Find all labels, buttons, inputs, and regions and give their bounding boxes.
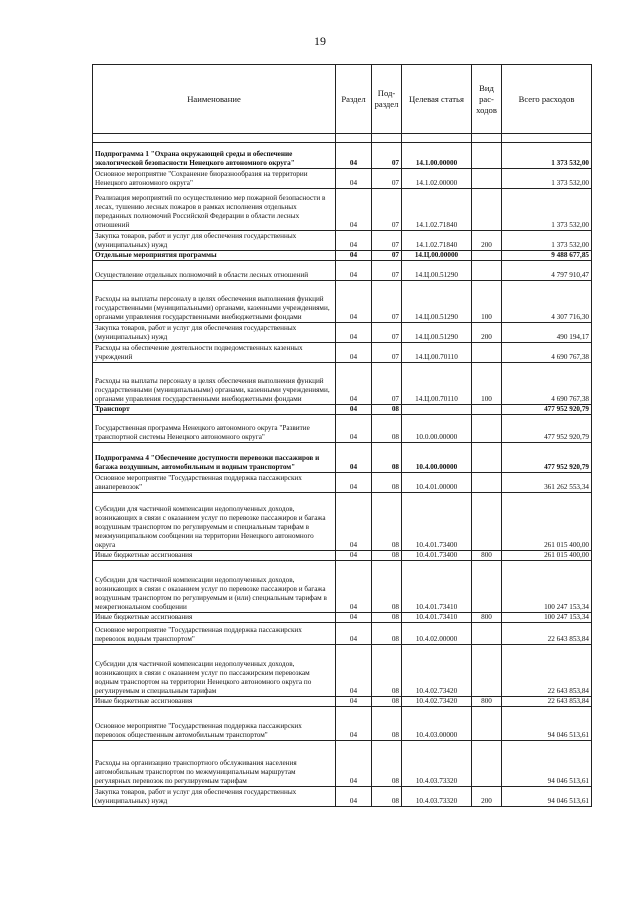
cell-amount: 477 952 920,79: [502, 405, 592, 415]
cell-subsection: 08: [372, 493, 402, 551]
cell-amount: 1 373 532,00: [502, 143, 592, 169]
cell-exp-type: [472, 415, 502, 443]
cell-target: 10.4.02.00000: [402, 623, 472, 645]
cell-section: 04: [336, 261, 372, 281]
cell-target: 10.4.01.73410: [402, 613, 472, 623]
cell-section: 04: [336, 443, 372, 473]
cell-exp-type: [472, 741, 502, 787]
cell-section: 04: [336, 281, 372, 323]
cell-target: 14.Ц.00.00000: [402, 251, 472, 261]
cell-amount: 100 247 153,34: [502, 613, 592, 623]
cell-name: Иные бюджетные ассигнования: [93, 697, 336, 707]
cell-name: Отдельные мероприятия программы: [93, 251, 336, 261]
cell-exp-type: [472, 261, 502, 281]
cell-amount: 261 015 400,00: [502, 551, 592, 561]
cell-target: 14.Ц.00.51290: [402, 261, 472, 281]
cell-name: Основное мероприятие "Государственная поддержка пассажирских перевозок водным транспортом": [93, 623, 336, 645]
cell-target: 10.4.01.73410: [402, 561, 472, 613]
table-row: [93, 741, 592, 787]
cell-target: 14.Ц.00.51290: [402, 281, 472, 323]
header-section: Раздел: [336, 65, 372, 134]
header-total: Всего расходов: [502, 65, 592, 134]
header-subsection: Под-раздел: [372, 65, 402, 134]
cell-subsection: 08: [372, 697, 402, 707]
cell-subsection: 08: [372, 707, 402, 741]
table-row: [93, 281, 592, 323]
cell-subsection: 08: [372, 415, 402, 443]
cell-amount: 261 015 400,00: [502, 493, 592, 551]
cell-exp-type: [472, 623, 502, 645]
cell-name: Субсидии для частичной компенсации недополученных доходов, возникающих в связи с оказанием услуг по перевозке пассажиров и багажа воздушным транспортом по регулируемым и (или) специальным тарифам в межрегиональном сообщении: [93, 561, 336, 613]
cell-name: Основное мероприятие "Государственная поддержка пассажирских авиаперевозок": [93, 473, 336, 493]
table-row: [93, 323, 592, 343]
table-row: [93, 189, 592, 231]
table-row: [93, 787, 592, 807]
cell-amount: 4 690 767,38: [502, 363, 592, 405]
cell-subsection: 08: [372, 443, 402, 473]
cell-subsection: 08: [372, 787, 402, 807]
cell-subsection: 08: [372, 645, 402, 697]
cell-name: Иные бюджетные ассигнования: [93, 613, 336, 623]
cell-amount: 9 488 677,85: [502, 251, 592, 261]
table-row: [93, 443, 592, 473]
cell-section: 04: [336, 623, 372, 645]
cell-amount: 94 046 513,61: [502, 787, 592, 807]
cell-name: Расходы на организацию транспортного обслуживания населения автомобильным транспортом по межмуниципальным маршрутам регулярных перевозок по регулируемым тарифам: [93, 741, 336, 787]
cell-target: 10.4.01.73400: [402, 493, 472, 551]
cell-target: 14.1.02.71840: [402, 189, 472, 231]
cell-exp-type: 200: [472, 323, 502, 343]
table-row: [93, 707, 592, 741]
cell-target: 10.4.01.00000: [402, 473, 472, 493]
cell-exp-type: [472, 561, 502, 613]
cell-amount: 100 247 153,34: [502, 561, 592, 613]
cell-subsection: 08: [372, 613, 402, 623]
cell-target: 14.1.02.00000: [402, 169, 472, 189]
table-row: [93, 251, 592, 261]
cell-amount: 94 046 513,61: [502, 741, 592, 787]
cell-exp-type: [472, 473, 502, 493]
cell-exp-type: 800: [472, 697, 502, 707]
cell-name: Основное мероприятие "Государственная поддержка пассажирских перевозок общественным автомобильным транспортом": [93, 707, 336, 741]
cell-section: 04: [336, 787, 372, 807]
cell-amount: 1 373 532,00: [502, 189, 592, 231]
cell-section: 04: [336, 323, 372, 343]
cell-section: 04: [336, 697, 372, 707]
cell-section: 04: [336, 493, 372, 551]
table-row: [93, 343, 592, 363]
cell-subsection: 07: [372, 363, 402, 405]
table-row: [93, 613, 592, 623]
cell-subsection: 07: [372, 251, 402, 261]
cell-name: Субсидии для частичной компенсации недополученных доходов, возникающих в связи с оказанием услуг по пассажирским перевозкам водным транспортом на территории Ненецкого автономного округа по регулируемым и специальным тарифам: [93, 645, 336, 697]
cell-exp-type: 200: [472, 787, 502, 807]
cell-section: 04: [336, 251, 372, 261]
cell-amount: 4 797 910,47: [502, 261, 592, 281]
cell-section: 04: [336, 561, 372, 613]
table-body: [93, 134, 592, 807]
cell-section: 04: [336, 363, 372, 405]
cell-exp-type: [472, 169, 502, 189]
cell-target: 10.4.03.00000: [402, 707, 472, 741]
table-row: [93, 561, 592, 613]
table-row: [93, 231, 592, 251]
cell-section: 04: [336, 645, 372, 697]
cell-exp-type: [472, 405, 502, 415]
cell-name: Транспорт: [93, 405, 336, 415]
cell-exp-type: 800: [472, 613, 502, 623]
cell-name: Расходы на обеспечение деятельности подведомственных казенных учреждений: [93, 343, 336, 363]
table-row: [93, 493, 592, 551]
cell-subsection: 07: [372, 143, 402, 169]
cell-name: Иные бюджетные ассигнования: [93, 551, 336, 561]
table-row: [93, 473, 592, 493]
cell-name: Расходы на выплаты персоналу в целях обеспечения выполнения функций государственными (муниципальными) органами, казенными учреждениями, органами управления государственными внебюджетными фондами: [93, 363, 336, 405]
cell-subsection: 07: [372, 323, 402, 343]
cell-name: Закупка товаров, работ и услуг для обеспечения государственных (муниципальных) нужд: [93, 323, 336, 343]
cell-section: 04: [336, 551, 372, 561]
cell-subsection: 07: [372, 261, 402, 281]
table-row: [93, 697, 592, 707]
cell-exp-type: [472, 251, 502, 261]
cell-section: 04: [336, 143, 372, 169]
cell-section: 04: [336, 707, 372, 741]
cell-target: 14.Ц.00.70110: [402, 343, 472, 363]
cell-subsection: 07: [372, 281, 402, 323]
cell-exp-type: [472, 645, 502, 697]
cell-name: Государственная программа Ненецкого автономного округа "Развитие транспортной системы Ненецкого автономного округа": [93, 415, 336, 443]
cell-amount: 22 643 853,84: [502, 645, 592, 697]
cell-exp-type: [472, 189, 502, 231]
cell-amount: 1 373 532,00: [502, 169, 592, 189]
page-number: 19: [314, 34, 326, 48]
cell-name: Подпрограмма 1 "Охрана окружающей среды и обеспечение экологической безопасности Ненецкого автономного округа": [93, 143, 336, 169]
cell-target: 14.1.02.71840: [402, 231, 472, 251]
cell-exp-type: [472, 493, 502, 551]
table-row: [93, 405, 592, 415]
header-exp-type: Вид рас-ходов: [472, 65, 502, 134]
cell-target: 10.4.02.73420: [402, 645, 472, 697]
table-row: [93, 169, 592, 189]
cell-section: 04: [336, 343, 372, 363]
cell-section: 04: [336, 231, 372, 251]
cell-section: 04: [336, 405, 372, 415]
cell-section: 04: [336, 473, 372, 493]
cell-exp-type: [472, 143, 502, 169]
cell-amount: 490 194,17: [502, 323, 592, 343]
cell-section: 04: [336, 169, 372, 189]
cell-target: 14.Ц.00.70110: [402, 363, 472, 405]
cell-name: Закупка товаров, работ и услуг для обеспечения государственных (муниципальных) нужд: [93, 787, 336, 807]
cell-exp-type: [472, 443, 502, 473]
cell-amount: 22 643 853,84: [502, 697, 592, 707]
cell-subsection: 07: [372, 343, 402, 363]
cell-section: 04: [336, 741, 372, 787]
cell-exp-type: 800: [472, 551, 502, 561]
cell-target: [402, 405, 472, 415]
cell-subsection: 08: [372, 623, 402, 645]
table-header: [93, 65, 592, 134]
cell-target: 10.4.02.73420: [402, 697, 472, 707]
table-row: [93, 645, 592, 697]
table-row: [93, 363, 592, 405]
cell-amount: 477 952 920,79: [502, 443, 592, 473]
cell-name: Расходы на выплаты персоналу в целях обеспечения выполнения функций государственными (муниципальными) органами, казенными учреждениями, органами управления государственными внебюджетными фондами: [93, 281, 336, 323]
cell-name: Субсидии для частичной компенсации недополученных доходов, возникающих в связи с оказанием услуг по перевозке пассажиров и багажа воздушным транспортом по регулируемым и специальным тарифам в межмуниципальном сообщении на территории Ненецкого автономного округа: [93, 493, 336, 551]
cell-section: 04: [336, 415, 372, 443]
budget-table: [92, 64, 592, 807]
cell-amount: 94 046 513,61: [502, 707, 592, 741]
cell-name: Осуществление отдельных полномочий в области лесных отношений: [93, 261, 336, 281]
cell-target: 10.4.00.00000: [402, 443, 472, 473]
cell-name: Подпрограмма 4 "Обеспечение доступности перевозки пассажиров и багажа воздушным, автомобильным и водным транспортом": [93, 443, 336, 473]
cell-exp-type: [472, 707, 502, 741]
cell-target: 10.0.00.00000: [402, 415, 472, 443]
table-row: [93, 551, 592, 561]
cell-subsection: 08: [372, 741, 402, 787]
cell-subsection: 08: [372, 561, 402, 613]
cell-section: 04: [336, 189, 372, 231]
cell-name: Закупка товаров, работ и услуг для обеспечения государственных (муниципальных) нужд: [93, 231, 336, 251]
header-target: Целевая статья: [402, 65, 472, 134]
cell-exp-type: 100: [472, 363, 502, 405]
cell-amount: 477 952 920,79: [502, 415, 592, 443]
spacer-row: [93, 134, 592, 143]
cell-name: Основное мероприятие "Сохранение биоразнообразия на территории Ненецкого автономного округа": [93, 169, 336, 189]
table-row: [93, 143, 592, 169]
table-row: [93, 261, 592, 281]
cell-exp-type: [472, 343, 502, 363]
cell-target: 14.Ц.00.51290: [402, 323, 472, 343]
cell-amount: 4 307 716,30: [502, 281, 592, 323]
cell-section: 04: [336, 613, 372, 623]
cell-amount: 361 262 553,34: [502, 473, 592, 493]
header-name: Наименование: [93, 65, 336, 134]
cell-amount: 1 373 532,00: [502, 231, 592, 251]
cell-subsection: 08: [372, 473, 402, 493]
cell-target: 10.4.03.73320: [402, 787, 472, 807]
cell-exp-type: 100: [472, 281, 502, 323]
cell-subsection: 07: [372, 169, 402, 189]
cell-subsection: 07: [372, 189, 402, 231]
cell-exp-type: 200: [472, 231, 502, 251]
cell-target: 10.4.03.73320: [402, 741, 472, 787]
cell-subsection: 08: [372, 405, 402, 415]
cell-target: 14.1.00.00000: [402, 143, 472, 169]
table-row: [93, 623, 592, 645]
cell-target: 10.4.01.73400: [402, 551, 472, 561]
table-row: [93, 415, 592, 443]
cell-name: Реализация мероприятий по осуществлению мер пожарной безопасности в лесах, тушению лесных пожаров в рамках исполнения отдельных переданных полномочий Российской Федерации в области лесных отношений: [93, 189, 336, 231]
cell-amount: 4 690 767,38: [502, 343, 592, 363]
cell-amount: 22 643 853,84: [502, 623, 592, 645]
cell-subsection: 08: [372, 551, 402, 561]
cell-subsection: 07: [372, 231, 402, 251]
